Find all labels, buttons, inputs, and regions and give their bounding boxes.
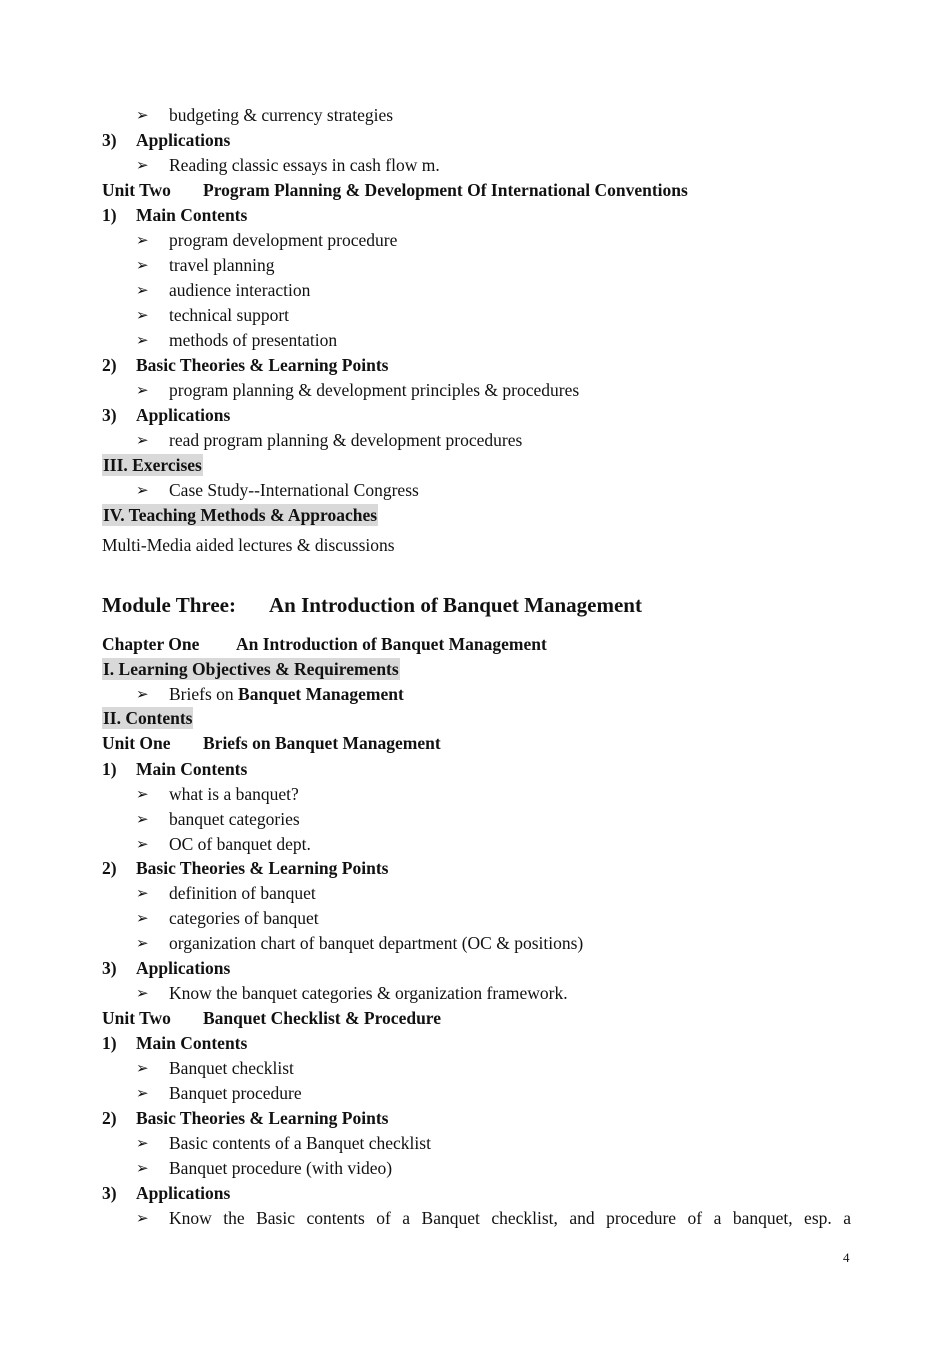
bullet-text: Know the Basic contents of a Banquet checklist, and procedure of a banquet, esp. a xyxy=(169,1208,851,1228)
arrow-bullet-icon: ➢ xyxy=(136,687,149,703)
arrow-bullet-icon: ➢ xyxy=(136,986,149,1002)
bullet-text: Case Study--International Congress xyxy=(169,480,419,500)
arrow-bullet-icon: ➢ xyxy=(136,333,149,349)
arrow-bullet-icon: ➢ xyxy=(136,911,149,927)
heading-text: Applications xyxy=(136,405,231,425)
heading-text: Main Contents xyxy=(136,759,248,779)
bullet-text: technical support xyxy=(169,305,290,325)
unit-label: Unit Two xyxy=(102,180,171,200)
heading-number: 1) xyxy=(102,759,117,779)
heading-text: Basic Theories & Learning Points xyxy=(136,1108,389,1128)
arrow-bullet-icon: ➢ xyxy=(136,1061,149,1077)
bullet-text-plain: Briefs on xyxy=(169,684,239,704)
bullet-text-bold: Banquet Management xyxy=(238,684,404,704)
bullet-text: budgeting & currency strategies xyxy=(169,105,394,125)
arrow-bullet-icon: ➢ xyxy=(136,433,149,449)
bullet-text: what is a banquet? xyxy=(169,784,299,804)
bullet-text: audience interaction xyxy=(169,280,311,300)
bullet-text: categories of banquet xyxy=(169,908,319,928)
heading-number: 2) xyxy=(102,858,117,878)
heading-number: 3) xyxy=(102,1183,117,1203)
arrow-bullet-icon: ➢ xyxy=(136,1211,149,1227)
bullet-text: Banquet procedure (with video) xyxy=(169,1158,393,1178)
bullet-text: OC of banquet dept. xyxy=(169,834,311,854)
heading-number: 3) xyxy=(102,405,117,425)
paragraph-text: Multi-Media aided lectures & discussions xyxy=(102,535,395,555)
heading-text: Applications xyxy=(136,130,231,150)
arrow-bullet-icon: ➢ xyxy=(136,258,149,274)
heading-number: 1) xyxy=(102,1033,117,1053)
unit-label: Unit Two xyxy=(102,1008,171,1028)
arrow-bullet-icon: ➢ xyxy=(136,787,149,803)
page-number: 4 xyxy=(843,1250,850,1265)
unit-title: Briefs on Banquet Management xyxy=(203,733,441,753)
unit-title: Program Planning & Development Of International Conventions xyxy=(203,180,688,200)
arrow-bullet-icon: ➢ xyxy=(136,233,149,249)
bullet-text: program planning & development principles & procedures xyxy=(169,380,580,400)
bullet-text: Basic contents of a Banquet checklist xyxy=(169,1133,431,1153)
heading-text: Basic Theories & Learning Points xyxy=(136,858,389,878)
bullet-text: Banquet procedure xyxy=(169,1083,302,1103)
bullet-text: banquet categories xyxy=(169,809,300,829)
bullet-text: program development procedure xyxy=(169,230,398,250)
arrow-bullet-icon: ➢ xyxy=(136,1086,149,1102)
unit-title: Banquet Checklist & Procedure xyxy=(203,1008,442,1028)
heading-text: Main Contents xyxy=(136,205,248,225)
arrow-bullet-icon: ➢ xyxy=(136,1136,149,1152)
heading-text: Applications xyxy=(136,1183,231,1203)
bullet-text: read program planning & development procedures xyxy=(169,430,523,450)
bullet-text: Know the banquet categories & organization framework. xyxy=(169,983,568,1003)
chapter-label: Chapter One xyxy=(102,634,200,654)
arrow-bullet-icon: ➢ xyxy=(136,837,149,853)
bullet-text: Banquet checklist xyxy=(169,1058,294,1078)
heading-text: Basic Theories & Learning Points xyxy=(136,355,389,375)
unit-label: Unit One xyxy=(102,733,171,753)
heading-text: Applications xyxy=(136,958,231,978)
heading-number: 3) xyxy=(102,130,117,150)
module-label: Module Three: xyxy=(102,593,236,617)
heading-number: 2) xyxy=(102,1108,117,1128)
arrow-bullet-icon: ➢ xyxy=(136,812,149,828)
section-heading-text: III. Exercises xyxy=(103,455,202,475)
arrow-bullet-icon: ➢ xyxy=(136,108,149,124)
heading-number: 2) xyxy=(102,355,117,375)
arrow-bullet-icon: ➢ xyxy=(136,383,149,399)
bullet-text: definition of banquet xyxy=(169,883,316,903)
heading-number: 1) xyxy=(102,205,117,225)
arrow-bullet-icon: ➢ xyxy=(136,483,149,499)
bullet-text: methods of presentation xyxy=(169,330,338,350)
section-heading-text: I. Learning Objectives & Requirements xyxy=(103,659,399,679)
arrow-bullet-icon: ➢ xyxy=(136,283,149,299)
heading-number: 3) xyxy=(102,958,117,978)
arrow-bullet-icon: ➢ xyxy=(136,158,149,174)
heading-text: Main Contents xyxy=(136,1033,248,1053)
arrow-bullet-icon: ➢ xyxy=(136,1161,149,1177)
section-heading-text: II. Contents xyxy=(103,708,193,728)
module-title: An Introduction of Banquet Management xyxy=(269,593,642,617)
bullet-text: travel planning xyxy=(169,255,275,275)
bullet-text: organization chart of banquet department (OC & positions) xyxy=(169,933,584,953)
chapter-title: An Introduction of Banquet Management xyxy=(236,634,547,654)
bullet-text xyxy=(169,683,404,705)
arrow-bullet-icon: ➢ xyxy=(136,886,149,902)
section-heading-text: IV. Teaching Methods & Approaches xyxy=(103,505,378,525)
bullet-text: Reading classic essays in cash flow m. xyxy=(169,155,440,175)
arrow-bullet-icon: ➢ xyxy=(136,936,149,952)
arrow-bullet-icon: ➢ xyxy=(136,308,149,324)
